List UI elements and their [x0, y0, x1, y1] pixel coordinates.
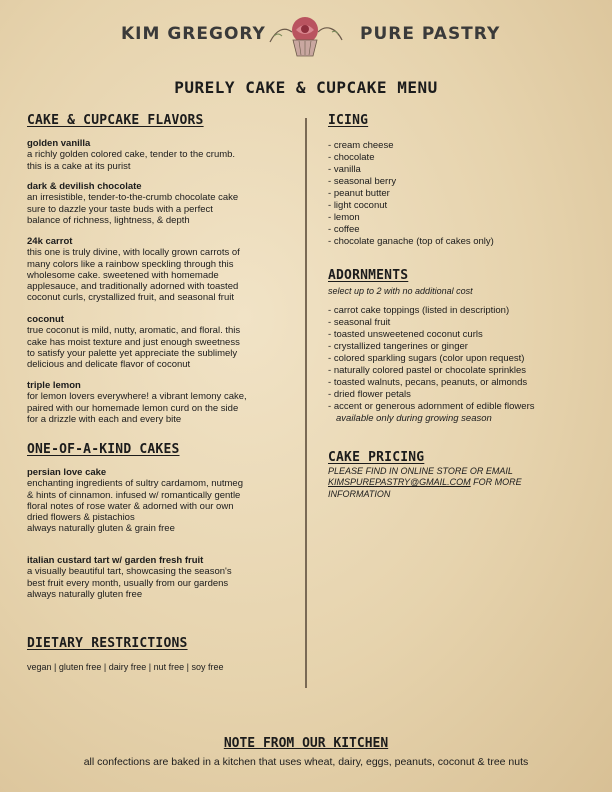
adornment-item: - seasonal fruit	[328, 317, 535, 329]
flavor-desc-line: delicious and delicate flavor of coconut	[27, 359, 191, 371]
flavor-name: dark & devilish chocolate	[27, 181, 142, 192]
adornment-item: - naturally colored pastel or chocolate sprinkles	[328, 365, 535, 377]
adornment-item-text: accent or generous adornment of edible flowers	[333, 401, 535, 412]
flavor-item	[27, 138, 289, 172]
header-right-title: PURE PASTRY	[360, 24, 501, 44]
header-left-title: KIM GREGORY	[121, 24, 266, 44]
flavor-name: triple lemon	[27, 380, 81, 391]
icing-title: ICING	[328, 113, 369, 128]
icing-item: - chocolate ganache (top of cakes only)	[328, 236, 494, 248]
icing-item: - vanilla	[328, 164, 494, 176]
adornment-item: - carrot cake toppings (listed in description)	[328, 305, 535, 317]
cake-desc-line: dried flowers & pistachios	[27, 512, 135, 524]
cake-desc-line: always naturally gluten & grain free	[27, 523, 175, 535]
flavor-desc-line: wholesome cake. sweetened with homemade	[27, 269, 219, 281]
adornment-item: - toasted unsweetened coconut curls	[328, 329, 535, 341]
flavor-desc-line: balance of richness, lightness, & depth	[27, 214, 190, 226]
cake-item	[27, 467, 289, 535]
icing-list	[328, 140, 494, 248]
note-title: NOTE FROM OUR KITCHEN	[223, 736, 389, 751]
adornments-list	[328, 305, 535, 425]
cake-desc-line: best fruit every month, usually from our gardens	[27, 577, 229, 589]
flavor-desc-line: applesauce, and traditionally adorned with toasted	[27, 281, 239, 293]
cake-desc-line: & hints of cinnamon. infused w/ romantically gentle	[27, 489, 241, 501]
dietary-title: DIETARY RESTRICTIONS	[27, 636, 188, 651]
flavor-desc-line: sure to dazzle your taste buds with a perfect	[27, 203, 213, 215]
one-of-a-kind-title: ONE-OF-A-KIND CAKES	[27, 442, 180, 457]
icing-item: - light coconut	[328, 200, 494, 212]
flavor-item	[27, 181, 289, 226]
adornment-item: - colored sparkling sugars (color upon request)	[328, 353, 535, 365]
cake-name: persian love cake	[27, 467, 107, 478]
adornment-item: - toasted walnuts, pecans, peanuts, or almonds	[328, 377, 535, 389]
icing-item: - lemon	[328, 212, 494, 224]
icing-item: - coffee	[328, 224, 494, 236]
pricing-title: CAKE PRICING	[328, 450, 425, 465]
flavor-name: golden vanilla	[27, 138, 91, 149]
column-divider	[305, 118, 307, 688]
flavor-name: coconut	[27, 314, 64, 325]
cake-desc-line: floral notes of rose water & adorned with our own	[27, 500, 234, 512]
flavor-desc-line: coconut curls, crystallized fruit, and seasonal fruit	[27, 292, 234, 304]
pricing-text	[328, 466, 578, 500]
icing-item: - seasonal berry	[328, 176, 494, 188]
flavor-desc-line: cake has moist texture and just enough sweetness	[27, 336, 240, 348]
pricing-text-after: FOR MORE INFORMATION	[328, 477, 522, 499]
flavors-title: CAKE & CUPCAKE FLAVORS	[27, 113, 204, 128]
pricing-email-link[interactable]: KIMSPUREPASTRY@GMAIL.COM	[328, 477, 471, 488]
adornment-item: - dried flower petals	[328, 389, 535, 401]
menu-title: PURELY CAKE & CUPCAKE MENU	[174, 78, 438, 97]
flavor-desc-line: paired with our homemade lemon curd on the side	[27, 402, 239, 414]
flavor-item	[27, 236, 289, 304]
rose-cupcake-icon	[262, 12, 348, 60]
note-text: all confections are baked in a kitchen that uses wheat, dairy, eggs, peanuts, coconut & tree nuts	[83, 756, 529, 768]
cake-desc-line: a visually beautiful tart, showcasing the season's	[27, 566, 232, 578]
flavor-item	[27, 380, 289, 425]
flavor-item	[27, 314, 289, 370]
flavor-desc-line: a richly golden colored cake, tender to the crumb.	[27, 149, 236, 161]
adornments-title: ADORNMENTS	[328, 268, 409, 283]
adornment-item: - crystallized tangerines or ginger	[328, 341, 535, 353]
cake-desc-line: enchanting ingredients of sultry cardamom, nutmeg	[27, 478, 243, 490]
pricing-text-before: PLEASE FIND IN ONLINE STORE OR EMAIL	[328, 466, 513, 476]
flavor-desc-line: true coconut is mild, nutty, aromatic, and floral. this	[27, 325, 241, 337]
flavor-desc-line: this one is truly divine, with locally grown carrots of	[27, 247, 240, 259]
flavor-desc-line: for lemon lovers everywhere! a vibrant lemony cake,	[27, 391, 247, 403]
flavor-desc-line: an irresistible, tender-to-the-crumb chocolate cake	[27, 192, 239, 204]
flavor-desc-line: this is a cake at its purist	[27, 160, 131, 172]
icing-item: - peanut butter	[328, 188, 494, 200]
adornment-subnote: available only during growing season	[336, 413, 492, 424]
icing-item: - chocolate	[328, 152, 494, 164]
dietary-text: vegan | gluten free | dairy free | nut free | soy free	[27, 662, 224, 672]
cake-item	[27, 555, 289, 600]
flavor-name: 24k carrot	[27, 236, 73, 247]
flavor-desc-line: for a drizzle with each and every bite	[27, 413, 182, 425]
flavor-desc-line: to satisfy your palette yet appreciate the sublimely	[27, 347, 238, 359]
flavor-desc-line: many colors like a rainbow speckling through this	[27, 258, 234, 270]
adornment-item	[328, 401, 535, 425]
icing-item: - cream cheese	[328, 140, 494, 152]
adornments-note: select up to 2 with no additional cost	[328, 286, 473, 296]
cake-desc-line: always naturally gluten free	[27, 588, 143, 600]
cake-name: italian custard tart w/ garden fresh fruit	[27, 555, 204, 566]
